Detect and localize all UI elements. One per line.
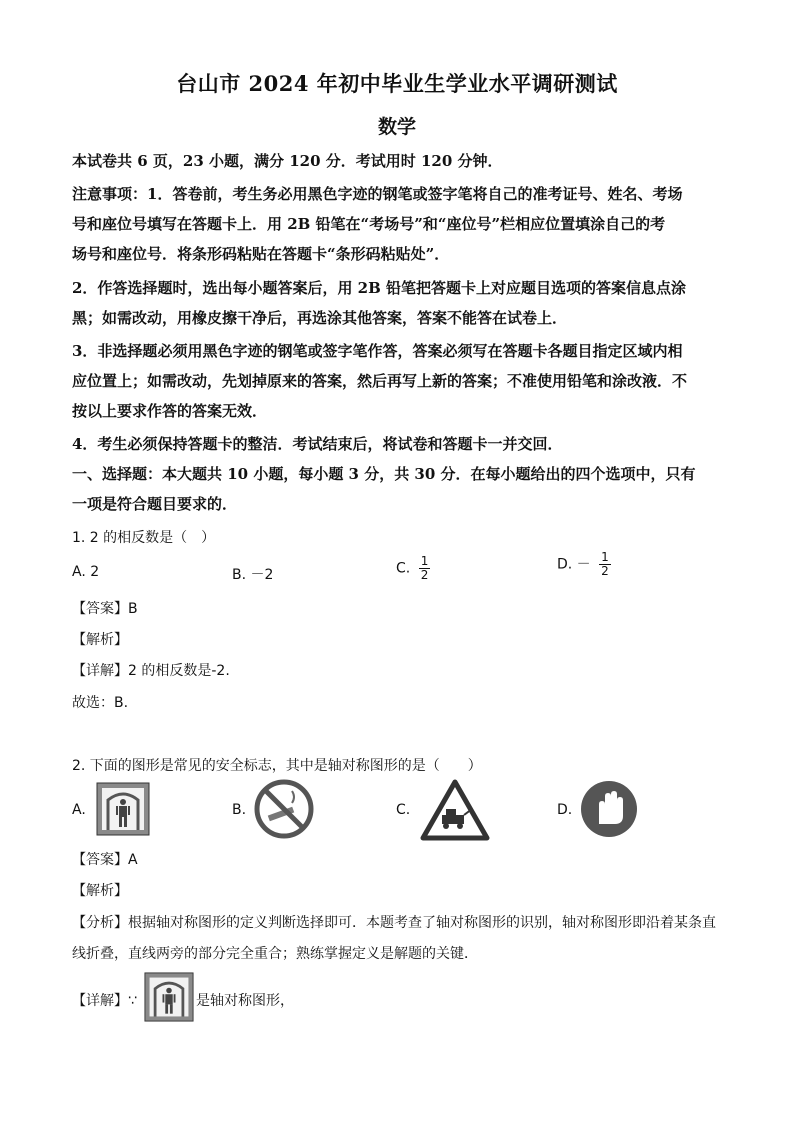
fraction-denominator: 2 xyxy=(601,564,609,578)
q1-option-b: B. －2 xyxy=(232,567,274,583)
instruction-line: 2．作答选择题时，选出每小题答案后，用 2B 铅笔把答题卡上对应题目选项的答案信息点涂 xyxy=(72,279,687,297)
q1-answer: 【答案】B xyxy=(72,601,138,617)
instruction-line: 按以上要求作答的答案无效． xyxy=(72,402,268,420)
q1-option-c-fraction xyxy=(419,555,431,582)
emergency-exit-person-sign-icon xyxy=(96,782,150,836)
instruction-line: 注意事项：1．答卷前，考生务必用黑色字迹的钢笔或签字笔将自己的准考证号、姓名、考场 xyxy=(72,185,683,203)
fraction-numerator: 1 xyxy=(601,550,609,564)
no-smoking-sign-icon xyxy=(254,779,314,839)
emergency-exit-person-sign-icon xyxy=(144,972,194,1022)
page-title: 台山市 2024 年初中毕业生学业水平调研测试 xyxy=(176,71,618,96)
q1-option-c xyxy=(396,555,430,582)
q2-detail-prefix: 【详解】∵ xyxy=(72,993,137,1009)
wear-gloves-sign-icon xyxy=(580,780,638,838)
vehicle-warning-triangle-sign-icon xyxy=(420,779,490,841)
question-2-stem: 2. 下面的图形是常见的安全标志，其中是轴对称图形的是（ ） xyxy=(72,758,482,774)
fraction-denominator: 2 xyxy=(420,568,429,582)
instruction-line: 应位置上；如需改动，先划掉原来的答案，然后再写上新的答案；不准使用铅笔和涂改液．不 xyxy=(72,372,688,390)
q2-fenxi-line: 【分析】根据轴对称图形的定义判断选择即可．本题考查了轴对称图形的识别，轴对称图形即沿着某条直 xyxy=(72,915,716,931)
section-heading: 一、选择题：本大题共 10 小题，每小题 3 分，共 30 分．在每小题给出的四个选项中，只有 xyxy=(72,465,696,483)
section-heading: 一项是符合题目要求的． xyxy=(72,495,238,513)
q1-option-d-fraction xyxy=(599,551,611,578)
instruction-line: 场号和座位号．将条形码粘贴在答题卡“条形码粘贴处”． xyxy=(72,245,450,263)
q1-option-d-label: D. － xyxy=(557,556,591,573)
q1-choose: 故选：B. xyxy=(72,695,129,711)
instruction-line: 3．非选择题必须用黑色字迹的钢笔或签字笔作答，答案必须写在答题卡各题目指定区域内相 xyxy=(72,342,683,360)
q2-analysis: 【解析】 xyxy=(72,883,128,899)
subject-title: 数学 xyxy=(377,116,416,138)
q1-option-a: A. 2 xyxy=(72,564,100,580)
q2-option-a-label: A. xyxy=(72,802,86,818)
q1-option-d xyxy=(557,551,611,578)
instruction-line: 本试卷共 6 页，23 小题，满分 120 分．考试用时 120 分钟． xyxy=(72,152,503,170)
q2-option-c-label: C. xyxy=(396,802,411,818)
q1-analysis: 【解析】 xyxy=(72,632,128,648)
q1-detail: 【详解】2 的相反数是-2. xyxy=(72,663,230,679)
q2-detail-suffix: 是轴对称图形， xyxy=(196,993,294,1009)
q2-option-d-label: D. xyxy=(557,802,573,818)
fraction-numerator: 1 xyxy=(420,554,429,568)
q2-option-b-label: B. xyxy=(232,802,247,818)
instruction-line: 号和座位号填写在答题卡上．用 2B 铅笔在“考场号”和“座位号”栏相应位置填涂自己的考 xyxy=(72,215,666,233)
q1-option-c-label: C. xyxy=(396,560,411,577)
q2-fenxi-line: 线折叠，直线两旁的部分完全重合；熟练掌握定义是解题的关键． xyxy=(72,946,478,962)
question-1-stem: 1. 2 的相反数是（ ） xyxy=(72,530,216,546)
instruction-line: 4．考生必须保持答题卡的整洁．考试结束后，将试卷和答题卡一并交回． xyxy=(72,435,563,453)
q2-answer: 【答案】A xyxy=(72,852,138,868)
instruction-line: 黑；如需改动，用橡皮擦干净后，再选涂其他答案，答案不能答在试卷上． xyxy=(72,309,568,327)
